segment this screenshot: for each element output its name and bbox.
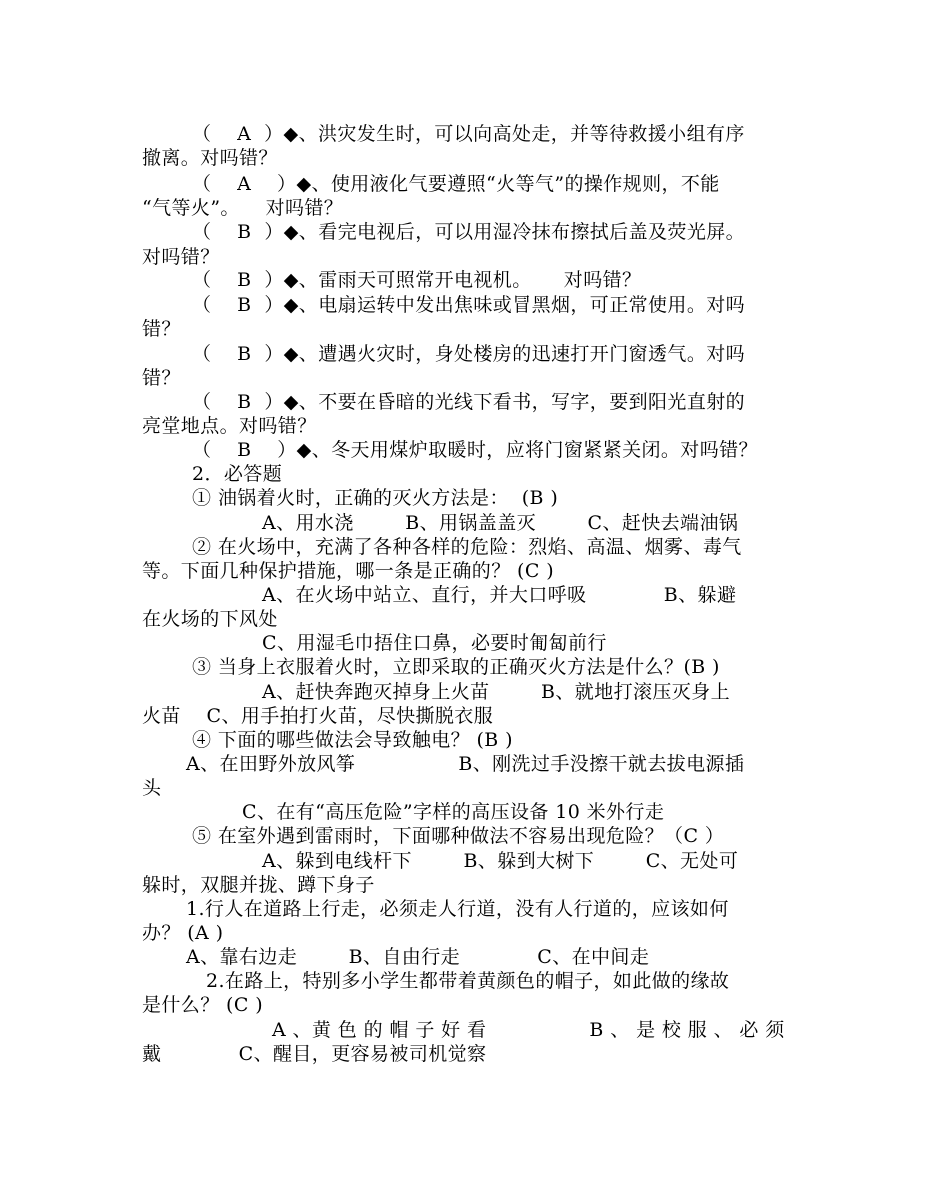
option-line: A、靠右边走 B、自由行走 C、在中间走 bbox=[186, 946, 650, 968]
question-line: 2.在路上，特别多小学生都带着黄颜色的帽子，如此做的缘故 bbox=[206, 970, 730, 992]
option-line: 戴 C、醒目，更容易被司机觉察 bbox=[142, 1043, 487, 1065]
question-line: （ A ）◆、使用液化气要遵照“火等气”的操作规则，不能 bbox=[192, 173, 720, 195]
question-line: （ B ）◆、雷雨天可照常开电视机。 对吗错？ bbox=[192, 269, 642, 291]
option-line: 火苗 C、用手拍打火苗，尽快撕脱衣服 bbox=[142, 705, 494, 727]
question-line: 对吗错？ bbox=[142, 246, 220, 268]
question-line: ⑤ 在室外遇到雷雨时，下面哪种做法不容易出现危险？（C ） bbox=[192, 825, 725, 847]
question-line: 错？ bbox=[142, 367, 181, 389]
question-line: 办？ (A ) bbox=[142, 922, 224, 944]
question-line: （ B ）◆、看完电视后，可以用湿冷抹布擦拭后盖及荧光屏。 bbox=[192, 221, 746, 243]
question-line: 撤离。对吗错？ bbox=[142, 147, 278, 169]
question-line: （ A ）◆、洪灾发生时，可以向高处走，并等待救援小组有序 bbox=[192, 123, 745, 145]
question-line: 错？ bbox=[142, 318, 181, 340]
question-line: ③ 当身上衣服着火时，立即采取的正确灭火方法是什么？(B ) bbox=[192, 656, 720, 678]
question-line: （ B ）◆、遭遇火灾时，身处楼房的迅速打开门窗透气。对吗 bbox=[192, 343, 746, 365]
option-line: A、赶快奔跑灭掉身上火苗 B、就地打滚压灭身上 bbox=[262, 681, 731, 703]
option-line: A、躲到电线杆下 B、躲到大树下 C、无处可 bbox=[262, 850, 739, 872]
question-line: （ B ）◆、电扇运转中发出焦味或冒黑烟，可正常使用。对吗 bbox=[192, 294, 746, 316]
question-line: ① 油锅着火时，正确的灭火方法是： (B ) bbox=[192, 487, 559, 509]
option-line: C、在有“高压危险”字样的高压设备 10 米外行走 bbox=[242, 801, 665, 823]
option-line: 在火场的下风处 bbox=[142, 608, 278, 630]
option-line: A、在田野外放风筝 B、刚洗过手没擦干就去拔电源插 bbox=[186, 753, 745, 775]
question-line: “气等火”。 对吗错？ bbox=[142, 197, 344, 219]
question-line: 亮堂地点。对吗错？ bbox=[142, 415, 317, 437]
question-line: 等。下面几种保护措施，哪一条是正确的？ (C ) bbox=[142, 560, 555, 582]
section-heading: 2．必答题 bbox=[192, 463, 283, 485]
option-line: A、用水浇 B、用锅盖盖灭 C、赶快去端油锅 bbox=[262, 512, 739, 534]
option-line: 头 bbox=[142, 777, 162, 799]
question-line: ④ 下面的哪些做法会导致触电？ (B ) bbox=[192, 729, 513, 751]
option-line: A、在火场中站立、直行，并大口呼吸 B、躲避 bbox=[262, 584, 737, 606]
question-line: 1.行人在道路上行走，必须走人行道，没有人行道的，应该如何 bbox=[186, 898, 729, 920]
option-line: C、用湿毛巾捂住口鼻，必要时匍匐前行 bbox=[262, 632, 607, 654]
question-line: （ B ）◆、冬天用煤炉取暖时，应将门窗紧紧关闭。对吗错？ bbox=[192, 439, 758, 461]
option-line: 躲时，双腿并拢、蹲下身子 bbox=[142, 874, 375, 896]
question-line: （ B ）◆、不要在昏暗的光线下看书，写字，要到阳光直射的 bbox=[192, 391, 746, 413]
question-line: ② 在火场中，充满了各种各样的危险：烈焰、高温、烟雾、毒气 bbox=[192, 536, 742, 558]
option-line: A 、黄 色 的 帽 子 好 看 B 、 是 校 服 、 必 须 bbox=[272, 1019, 785, 1041]
question-line: 是什么？ (C ) bbox=[142, 994, 264, 1016]
